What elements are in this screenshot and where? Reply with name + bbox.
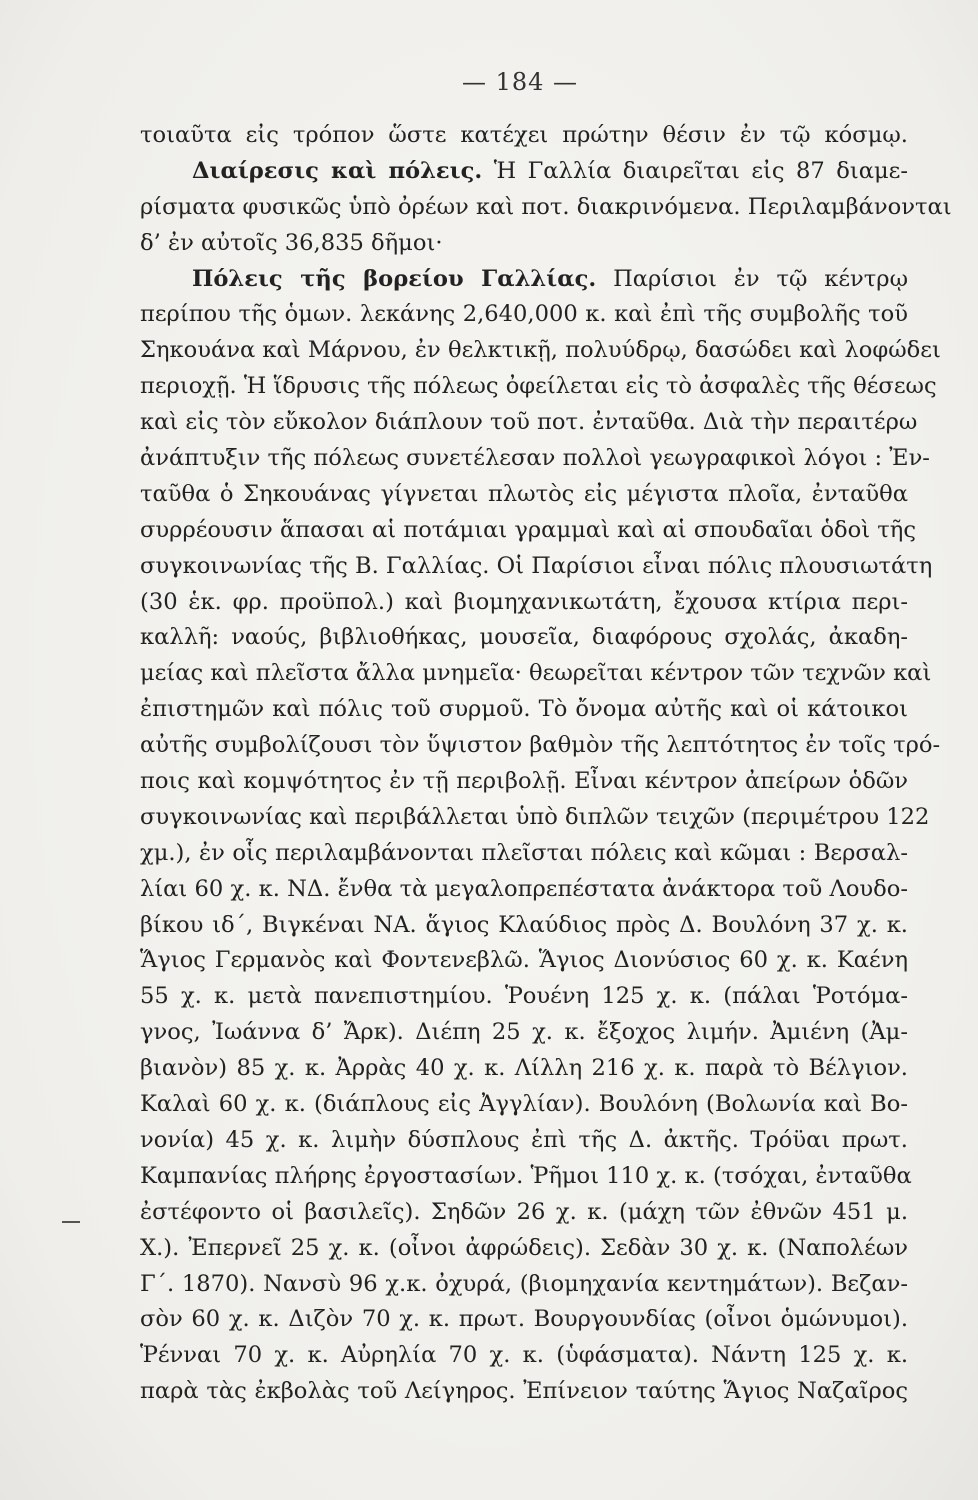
line-text: Σηκουάνα καὶ Μάρνου, ἐν θελκτικῇ, πολυύδρῳ, δασώδει καὶ λοφώδει [140,337,941,364]
text-line [140,1051,908,1087]
text-line [140,1087,908,1123]
line-text: μείας καὶ πλεῖστα ἄλλα μνημεῖα· θεωρεῖται κέντρον τῶν τεχνῶν καὶ [140,660,932,687]
line-text: (30 ἑκ. φρ. προϋπολ.) καὶ βιομηχανικωτάτη, ἔχουσα κτίρια περι- [140,588,908,615]
text-line [140,943,908,979]
line-text: ἀνάπτυξιν τῆς πόλεως συνετέλεσαν πολλοὶ γεωγραφικοὶ λόγοι : Ἐν- [140,445,930,472]
text-line [140,764,908,800]
line-text: Καλαὶ 60 χ. κ. (διάπλους εἰς Ἀγγλίαν). Βουλόνη (Βολωνία καὶ Βο- [140,1091,908,1118]
line-text: ποις καὶ κομψότητος ἐν τῇ περιβολῇ. Εἶναι κέντρον ἀπείρων ὁδῶν [140,768,908,795]
line-text: Παρίσιοι ἐν τῷ κέντρῳ [596,265,908,292]
text-line [140,297,908,333]
text-line [140,1267,908,1303]
text-line [140,333,941,369]
line-text: λίαι 60 χ. κ. ΝΔ. ἔνθα τὰ μεγαλοπρεπέστατα ἀνάκτορα τοῦ Λουδο- [140,875,908,902]
text-line [140,154,908,190]
text-line [140,226,908,262]
line-text: σὸν 60 χ. κ. Διζὸν 70 χ. κ. πρωτ. Βουργουνδίας (οἶνοι ὁμώνυμοι). [140,1306,908,1333]
line-text: βιανὸν) 85 χ. κ. Ἀρρὰς 40 χ. κ. Λίλλη 216 χ. κ. παρὰ τὸ Βέλγιον. [140,1055,908,1082]
text-line [140,118,908,154]
text-line [140,441,930,477]
text-line [140,513,916,549]
line-text: συγκοινωνίας τῆς Β. Γαλλίας. Οἱ Παρίσιοι εἶναι πόλις πλουσιωτάτη [140,552,933,579]
text-line [140,477,908,513]
text-line [140,1374,908,1410]
text-line [140,656,932,692]
text-line [140,190,952,226]
text-line [140,549,933,585]
line-text: αὐτῆς συμβολίζουσι τὸν ὕψιστον βαθμὸν τῆς λεπτότητος ἐν τοῖς τρό- [140,732,941,759]
line-text: Ἅγιος Γερμανὸς καὶ Φοντενεβλῶ. Ἅγιος Διονύσιος 60 χ. κ. Καένη [140,947,908,974]
line-text: παρὰ τὰς ἐκβολὰς τοῦ Λείγηρος. Ἐπίνειον ταύτης Ἅγιος Ναζαῖρος [140,1378,908,1405]
section-heading: Διαίρεσις καὶ πόλεις. [192,157,483,184]
line-text: χμ.), ἐν οἷς περιλαμβάνονται πλεῖσται πόλεις καὶ κῶμαι : Βερσαλ- [140,839,908,866]
line-text: νονία) 45 χ. κ. λιμὴν δύσπλους ἐπὶ τῆς Δ. ἀκτῆς. Τρόϋαι πρωτ. [140,1126,908,1153]
line-text: συγκοινωνίας καὶ περιβάλλεται ὑπὸ διπλῶν τειχῶν (περιμέτρου 122 [140,803,930,830]
text-line [140,1302,908,1338]
page-number: — 184 — [461,68,579,96]
text-line [140,405,918,441]
text-line [140,1123,908,1159]
text-line [140,262,908,298]
line-text: περιοχῇ. Ἡ ἵδρυσις τῆς πόλεως ὀφείλεται εἰς τὸ ἀσφαλὲς τῆς θέσεως [140,373,937,400]
text-line [140,692,908,728]
text-line [140,800,930,836]
text-line [140,1195,908,1231]
line-text: ἐστέφοντο οἱ βασιλεῖς). Σηδῶν 26 χ. κ. (μάχη τῶν ἐθνῶν 451 μ. [140,1198,908,1225]
line-text: Ἡ Γαλλία διαιρεῖται εἰς 87 διαμε- [482,157,908,184]
line-text: Χ.). Ἐπερνεῖ 25 χ. κ. (οἶνοι ἀφρώδεις). Σεδὰν 30 χ. κ. (Ναπολέων [140,1234,908,1261]
text-line [140,908,908,944]
line-text: ταῦθα ὁ Σηκουάνας γίγνεται πλωτὸς εἰς μέγιστα πλοῖα, ἐνταῦθα [140,480,908,507]
text-line [140,979,908,1015]
line-text: γνος, Ἰωάννα δ’ Ἄρκ). Διέπη 25 χ. κ. ἔξοχος λιμήν. Ἀμιένη (Ἀμ- [140,1019,908,1046]
text-line [140,585,908,621]
text-line [140,369,937,405]
line-text: συρρέουσιν ἅπασαι αἱ ποτάμιαι γραμμαὶ καὶ αἱ σπουδαῖαι ὁδοὶ τῆς [140,516,916,543]
line-text: ἐπιστημῶν καὶ πόλις τοῦ συρμοῦ. Τὸ ὄνομα αὐτῆς καὶ οἱ κάτοικοι [140,696,908,723]
line-text: περίπου τῆς ὁμων. λεκάνης 2,640,000 κ. καὶ ἐπὶ τῆς συμβολῆς τοῦ [140,301,908,328]
text-line [140,1231,908,1267]
text-line [140,1015,908,1051]
text-line [140,872,908,908]
text-line [140,620,908,656]
text-body [140,118,952,1410]
line-text: καὶ εἰς τὸν εὔκολον διάπλουν τοῦ ποτ. ἐνταῦθα. Διὰ τὴν περαιτέρω [140,409,918,436]
line-text: βίκου ιδ΄, Βιγκέναι ΝΑ. ἅγιος Κλαύδιος πρὸς Δ. Βουλόνη 37 χ. κ. [140,911,908,938]
text-line [140,1338,908,1374]
text-line [140,836,908,872]
line-text: δ’ ἐν αὐτοῖς 36,835 δῆμοι· [140,229,443,256]
margin-dash [62,1221,80,1223]
line-text: 55 χ. κ. μετὰ πανεπιστημίου. Ῥουένη 125 χ. κ. (πάλαι Ῥοτόμα- [140,983,908,1010]
section-heading: Πόλεις τῆς βορείου Γαλλίας. [192,265,597,292]
line-text: ρίσματα φυσικῶς ὑπὸ ὀρέων καὶ ποτ. διακρινόμενα. Περιλαμβάνονται [140,193,952,220]
line-text: καλλῆ: ναούς, βιβλιοθήκας, μουσεῖα, διαφόρους σχολάς, ἀκαδη- [140,624,908,651]
line-text: τοιαῦτα εἰς τρόπον ὥστε κατέχει πρώτην θέσιν ἐν τῷ κόσμῳ. [140,122,908,148]
text-line [140,728,941,764]
line-text: Ῥένναι 70 χ. κ. Αὐρηλία 70 χ. κ. (ὑφάσματα). Νάντη 125 χ. κ. [140,1342,908,1369]
text-line [140,1159,912,1195]
line-text: Γ΄. 1870). Νανσὺ 96 χ.κ. ὀχυρά, (βιομηχανία κεντημάτων). Βεζαν- [140,1270,908,1297]
line-text: Καμπανίας πλήρης ἐργοστασίων. Ῥῆμοι 110 χ. κ. (τσόχαι, ἐνταῦθα [140,1162,912,1189]
